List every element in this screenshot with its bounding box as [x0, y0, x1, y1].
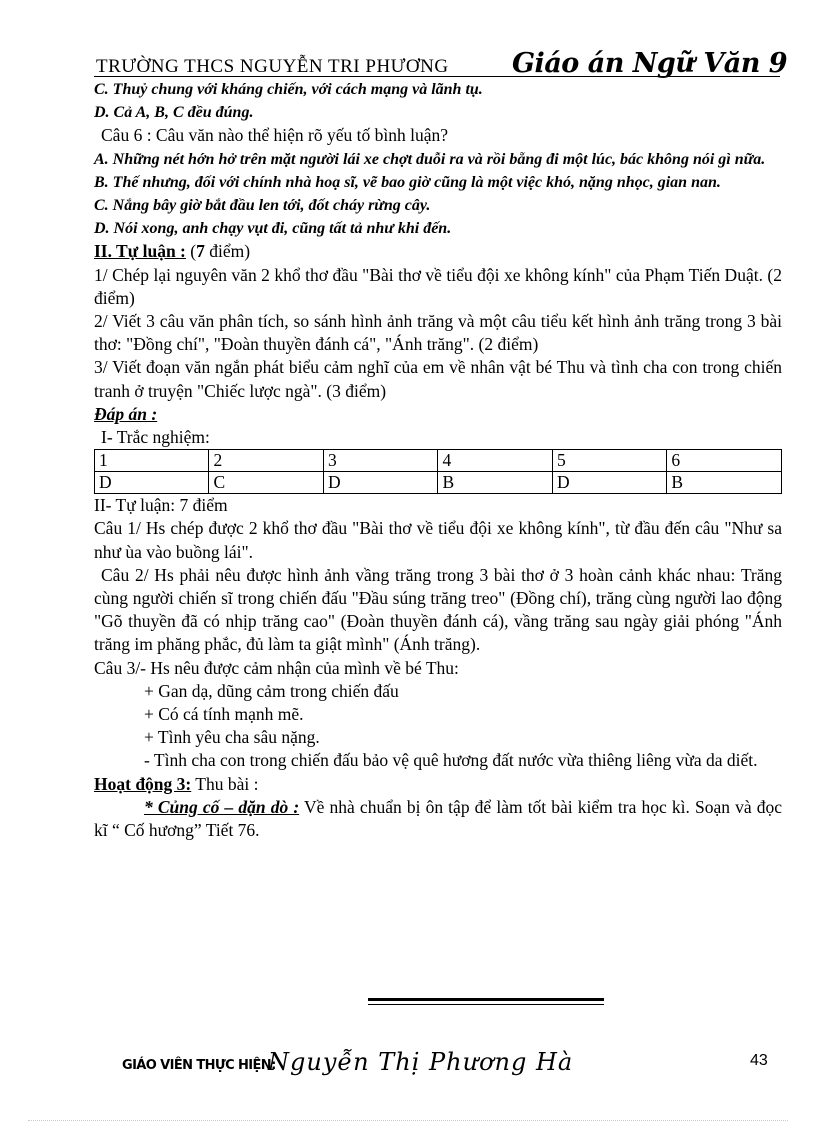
table-cell-key: D — [95, 472, 209, 494]
section-separator — [368, 998, 604, 1001]
q6-option-a: A. Những nét hớn hở trên mặt người lái xe chợt duỗi ra và rồi bẵng đi một lúc, bác không nói gì nữa. — [94, 150, 766, 168]
answer-table-header-row — [95, 450, 782, 472]
activity-line — [94, 773, 782, 796]
mc-title: I- Trắc nghiệm: — [101, 427, 210, 448]
consolidate-label: * Củng cố – dặn dò : — [144, 796, 300, 817]
table-cell-number: 3 — [323, 450, 437, 472]
page-body — [94, 78, 782, 842]
school-name: TRƯỜNG THCS NGUYỄN TRI PHƯƠNG — [96, 56, 449, 74]
essay-points-prefix: ( — [185, 241, 197, 262]
essay-heading-line — [94, 240, 782, 263]
q5-option-d: D. Cả A, B, C đều đúng. — [94, 104, 254, 122]
table-cell-key: B — [438, 472, 552, 494]
answer-3-point: + Tình yêu cha sâu nặng. — [144, 727, 320, 748]
page-bottom-rule — [28, 1120, 788, 1121]
consolidate-text: Về nhà chuẩn bị ôn tập để làm tốt bài kiểm tra học kì. Soạn và đọc kĩ “ Cố hương” Tiết 76. — [94, 796, 783, 841]
answer-1: Câu 1/ Hs chép được 2 khổ thơ đầu "Bài thơ về tiểu đội xe không kính", từ đầu đến câu "Như sa như ùa vào buồng lái". — [94, 518, 782, 562]
essay-answer-title: II- Tự luận: 7 điểm — [94, 495, 228, 516]
page-number: 43 — [750, 1052, 768, 1069]
consolidate-paragraph — [94, 796, 782, 842]
q5-option-c: C. Thuỷ chung với kháng chiến, với cách mạng và lãnh tụ. — [94, 81, 483, 98]
section-separator-thin — [368, 1004, 604, 1005]
q6-option-c: C. Nắng bây giờ bắt đầu len tới, đốt cháy rừng cây. — [94, 197, 431, 215]
essay-q3: 3/ Viết đoạn văn ngắn phát biểu cảm nghĩ của em về nhân vật bé Thu và tình cha con trong chiến tranh ở truyện "Chiếc lược ngà". (3 điểm) — [94, 357, 782, 401]
header-rule — [94, 76, 780, 77]
table-cell-number: 4 — [438, 450, 552, 472]
answer-3-point: + Có cá tính mạnh mẽ. — [144, 704, 304, 725]
answer-2: Câu 2/ Hs phải nêu được hình ảnh vầng trăng trong 3 bài thơ ở 3 hoàn cảnh khác nhau: Trăng cùng người chiến sĩ trong chiến đấu "Đầu súng trăng treo" (Đồng chí), trăng cùng người lao động "Gõ thuyền đã có nhịp trăng cao" (Đoàn thuyền đánh cá), vầng trăng sau ngày giải phóng "Ánh trăng im phăng phắc, đủ làm ta giật mình" (Ánh trăng). — [94, 564, 782, 655]
table-cell-key: C — [209, 472, 323, 494]
table-cell-number: 6 — [667, 450, 782, 472]
answer-3-intro: Câu 3/- Hs nêu được cảm nhận của mình về bé Thu: — [94, 657, 459, 678]
table-cell-key: D — [323, 472, 437, 494]
table-cell-key: B — [667, 472, 782, 494]
essay-points-suffix: điểm) — [204, 241, 251, 262]
table-cell-number: 5 — [552, 450, 666, 472]
essay-q1: 1/ Chép lại nguyên văn 2 khổ thơ đầu "Bài thơ về tiểu đội xe không kính" của Phạm Tiến Duật. (2 điểm) — [94, 264, 782, 308]
document-title: Giáo án Ngữ Văn 9 — [512, 48, 788, 79]
essay-q2: 2/ Viết 3 câu văn phân tích, so sánh hình ảnh trăng và một câu tiểu kết hình ảnh trăng trong 3 bài thơ: "Đồng chí", "Đoàn thuyền đánh cá", "Ánh trăng". (2 điểm) — [94, 311, 782, 355]
answer-3-dash: - Tình cha con trong chiến đấu bảo vệ quê hương đất nước vừa thiêng liêng vừa da diết. — [144, 750, 758, 771]
answer-table — [94, 449, 782, 494]
table-cell-number: 2 — [209, 450, 323, 472]
table-cell-number: 1 — [95, 450, 209, 472]
teacher-signature: Nguyễn Thị Phương Hà — [268, 1048, 574, 1076]
essay-heading: II. Tự luận : — [94, 241, 186, 262]
answer-3-point: + Gan dạ, dũng cảm trong chiến đấu — [144, 680, 399, 701]
teacher-label: GIÁO VIÊN THỰC HIỆN: — [122, 1058, 276, 1073]
table-cell-key: D — [552, 472, 666, 494]
q6-option-b: B. Thế nhưng, đối với chính nhà hoạ sĩ, vẽ bao giờ cũng là một việc khó, nặng nhọc, gian nan. — [94, 173, 721, 191]
activity-text: Thu bài : — [191, 773, 259, 794]
activity-label: Hoạt động 3: — [94, 773, 192, 794]
answer-heading: Đáp án : — [94, 403, 158, 424]
q6-stem: Câu 6 : Câu văn nào thể hiện rõ yếu tố bình luận? — [101, 125, 449, 146]
answer-table-key-row — [95, 472, 782, 494]
q6-option-d: D. Nói xong, anh chạy vụt đi, cũng tất tả như khi đến. — [94, 220, 452, 238]
essay-points-value: 7 — [196, 241, 205, 262]
